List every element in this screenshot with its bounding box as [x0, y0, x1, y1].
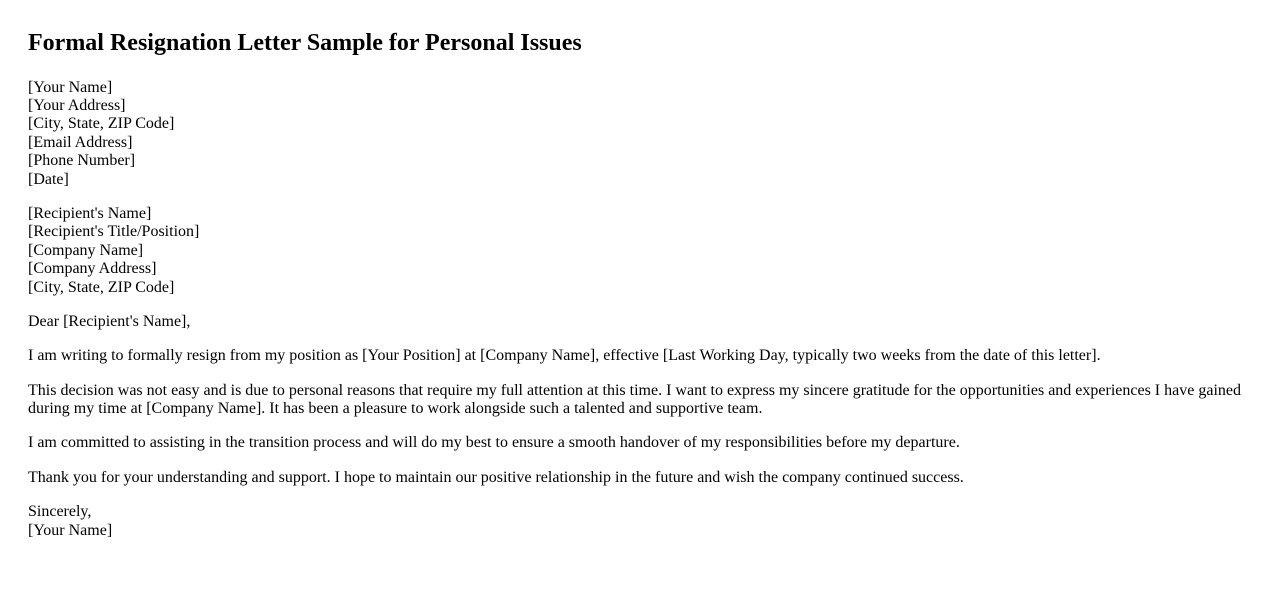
- text-line: [Email Address]: [28, 133, 133, 151]
- text-line: [Company Name]: [28, 241, 144, 259]
- closing-block: [28, 503, 1250, 540]
- text-line: [Your Address]: [28, 96, 126, 114]
- recipient-address-block: [28, 205, 1250, 297]
- text-line: [City, State, ZIP Code]: [28, 115, 175, 133]
- text-line: [Company Address]: [28, 260, 157, 278]
- body-paragraph-2: This decision was not easy and is due to personal reasons that require my full attention at this time. I want to express my sincere gratitude for the opportunities and experiences I have gained during my time at [Company Name]. It has been a pleasure to work alongside such a talented and supportive team.: [28, 381, 1241, 418]
- text-line: [Date]: [28, 170, 69, 188]
- text-line: [Your Name]: [28, 521, 113, 539]
- body-paragraph-1: I am writing to formally resign from my position as [Your Position] at [Company Name], effective [Last Working Day, typically two weeks from the date of this letter].: [28, 347, 1101, 365]
- text-line: [City, State, ZIP Code]: [28, 278, 175, 296]
- body-paragraph-4: Thank you for your understanding and support. I hope to maintain our positive relationship in the future and wish the company continued success.: [28, 468, 964, 486]
- body-paragraph-3: I am committed to assisting in the transition process and will do my best to ensure a smooth handover of my responsibilities before my departure.: [28, 434, 960, 452]
- text-line: [Recipient's Name]: [28, 204, 152, 222]
- sender-address-block: [28, 79, 1250, 189]
- salutation: Dear [Recipient's Name],: [28, 312, 191, 330]
- text-line: [Your Name]: [28, 78, 113, 96]
- page-title: Formal Resignation Letter Sample for Personal Issues: [28, 30, 582, 56]
- text-line: Sincerely,: [28, 503, 92, 521]
- text-line: [Recipient's Title/Position]: [28, 223, 200, 241]
- text-line: [Phone Number]: [28, 152, 136, 170]
